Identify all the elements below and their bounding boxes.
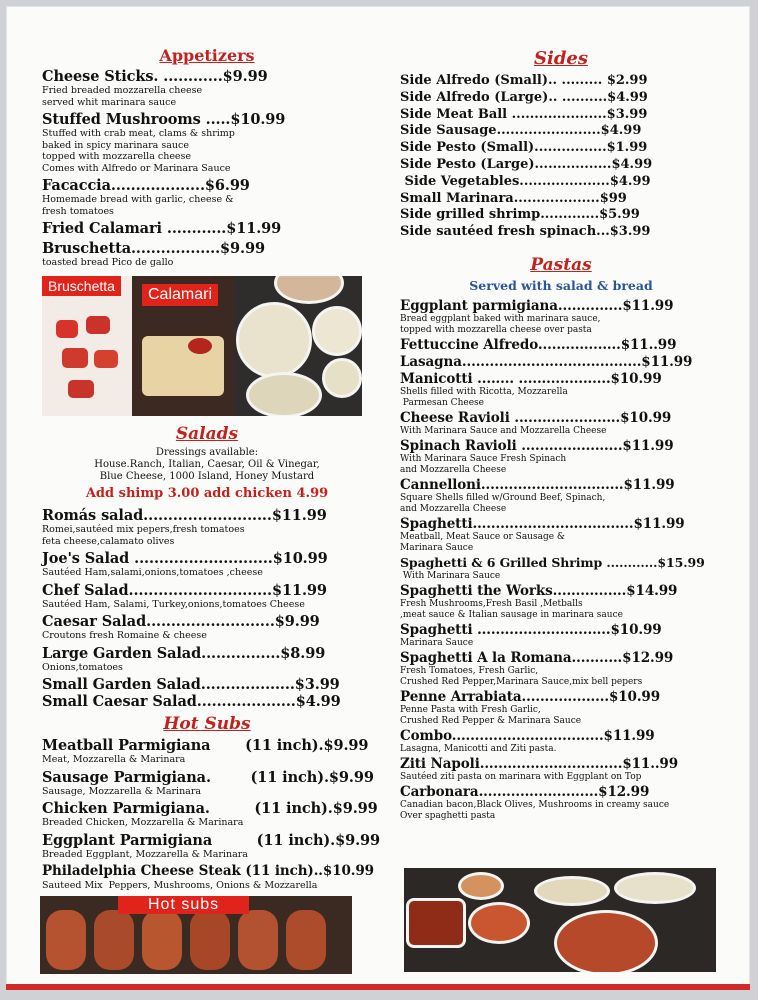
item-desc: With Marinara Sauce Fresh Spinach and Mozzarella Cheese xyxy=(400,453,567,475)
item-name: Combo.................................$11.99 xyxy=(400,727,655,744)
salad-addons: Add shimp 3.00 add chicken 4.99 xyxy=(85,486,329,501)
item-desc: Sautéed Ham,salami,onions,tomatoes ,cheese xyxy=(42,567,263,578)
item-name: Spaghetti & 6 Grilled Shrimp ............$15.99 xyxy=(400,554,705,570)
menu-item xyxy=(400,298,722,336)
right-column xyxy=(400,48,722,823)
menu-item xyxy=(42,676,372,693)
menu-item xyxy=(400,622,722,649)
appetizers-title: Appetizers xyxy=(159,46,255,65)
item-name: Spaghetti .............................$10.99 xyxy=(400,621,662,638)
pastas-subtitle: Served with salad & bread xyxy=(469,277,653,293)
menu-item xyxy=(400,516,722,554)
hot-subs-photo xyxy=(40,896,352,974)
menu-item xyxy=(42,693,372,710)
menu-item xyxy=(42,550,372,579)
item-name: Fettuccine Alfredo..................$11..99 xyxy=(400,336,677,353)
item-name: Caesar Salad..........................$9.99 xyxy=(42,613,320,630)
side-item: Side Vegetables....................$4.99 xyxy=(400,173,651,189)
item-desc: Breaded Chicken, Mozzarella & Marinara xyxy=(42,817,244,828)
item-desc: Romei,sautéed mix pepers,fresh tomatoes feta cheese,calamato olives xyxy=(42,524,245,547)
menu-item xyxy=(42,68,372,108)
side-item: Side sautéed fresh spinach...$3.99 xyxy=(400,224,651,240)
pasta-photo xyxy=(404,868,716,972)
dressings-line: Blue Cheese, 1000 Island, Honey Mustard xyxy=(99,471,315,482)
item-desc: Breaded Eggplant, Mozzarella & Marinara xyxy=(42,848,248,860)
item-desc: Bread eggplant baked with marinara sauce, topped with mozzarella cheese over pasta xyxy=(400,313,601,335)
hot-subs-title: Hot Subs xyxy=(163,714,251,734)
item-name: Cheese Sticks. ............$9.99 xyxy=(42,68,268,85)
menu-item xyxy=(400,410,722,437)
item-desc: Meat, Mozzarella & Marinara xyxy=(42,754,186,765)
menu-item xyxy=(42,111,372,174)
menu-item xyxy=(42,613,372,642)
item-name: Cannelloni...............................$11.99 xyxy=(400,476,675,493)
item-desc: Croutons fresh Romaine & cheese xyxy=(42,630,207,641)
page-bottom-border xyxy=(6,984,750,990)
item-desc: Square Shells filled w/Ground Beef, Spinach, and Mozzarella Cheese xyxy=(400,492,606,514)
item-name: Large Garden Salad................$8.99 xyxy=(42,644,326,662)
salads-title: Salads xyxy=(175,424,239,444)
item-name: Carbonara..........................$12.99 xyxy=(400,783,650,800)
item-name: Penne Arrabiata...................$10.99 xyxy=(400,688,661,705)
item-name: Lasagna.......................................$11.99 xyxy=(400,353,693,370)
item-desc: Fried breaded mozzarella cheese served whit marinara sauce xyxy=(42,85,203,108)
menu-item xyxy=(42,769,372,798)
menu-item xyxy=(42,177,372,217)
item-desc: Sauteed Mix Peppers, Mushrooms, Onions & Mozzarella xyxy=(42,880,318,891)
side-item: Side Pesto (Large).................$4.99 xyxy=(400,156,653,172)
item-name: Philadelphia Cheese Steak (11 inch)..$10.99 xyxy=(42,863,374,879)
pasta-list xyxy=(400,298,722,822)
item-name: Fried Calamari ............$11.99 xyxy=(42,220,282,237)
item-desc: Sautéed Ham, Salami, Turkey,onions,tomatoes Cheese xyxy=(42,598,305,610)
item-name: Bruschetta..................$9.99 xyxy=(42,240,265,257)
menu-item xyxy=(42,582,372,611)
item-name: Spaghetti A la Romana...........$12.99 xyxy=(400,649,674,666)
menu-item xyxy=(400,583,722,621)
pastas-title: Pastas xyxy=(530,254,592,275)
item-name: Spaghetti the Works................$14.99 xyxy=(400,582,678,599)
appetizers-photo xyxy=(42,276,362,416)
item-name: Eggplant parmigiana..............$11.99 xyxy=(400,297,674,314)
menu-item xyxy=(42,507,372,547)
menu-item xyxy=(400,438,722,476)
item-name: Chef Salad.............................$11.99 xyxy=(42,581,327,599)
dressings-label: Dressings available: xyxy=(155,447,259,458)
menu-item xyxy=(400,555,722,582)
salads-section xyxy=(42,424,380,895)
item-name: Joe's Salad ............................$10.99 xyxy=(42,550,328,567)
side-item: Side Pesto (Small)................$1.99 xyxy=(400,140,648,156)
menu-item xyxy=(400,689,722,727)
item-desc: With Marinara Sauce and Mozzarella Cheese xyxy=(400,425,607,436)
item-name: Facaccia...................$6.99 xyxy=(42,177,250,194)
menu-item xyxy=(42,220,372,237)
item-name: Cheese Ravioli .......................$10.99 xyxy=(400,409,672,426)
item-desc: Shells filled with Ricotta, Mozzarella Parmesan Cheese xyxy=(400,386,568,408)
item-name: Manicotti ........ ....................$10.99 xyxy=(400,370,662,387)
menu-item xyxy=(400,337,722,353)
menu-item xyxy=(400,728,722,755)
menu-item xyxy=(42,800,378,829)
menu-item xyxy=(400,477,722,515)
side-item: Side grilled shrimp.............$5.99 xyxy=(400,207,640,223)
menu-item xyxy=(42,831,380,861)
bruschetta-label: Bruschetta xyxy=(42,276,121,296)
side-item: Small Marinara...................$99 xyxy=(400,190,627,206)
menu-item xyxy=(42,863,372,892)
side-item: Side Alfredo (Small).. ......... $2.99 xyxy=(400,73,648,88)
pasta-dishes-photo xyxy=(234,276,362,416)
hot-subs-label: Hot subs xyxy=(118,896,249,914)
item-desc: Meatball, Meat Sauce or Sausage & Marinara Sauce xyxy=(400,531,565,553)
item-desc: Marinara Sauce xyxy=(400,637,474,648)
item-name: Small Garden Salad...................$3.99 xyxy=(42,676,340,693)
item-desc: Canadian bacon,Black Olives, Mushrooms in creamy sauce Over spaghetti pasta xyxy=(400,799,670,821)
item-name: Small Caesar Salad....................$4.99 xyxy=(42,693,341,710)
item-name: Chicken Parmigiana. (11 inch).$9.99 xyxy=(42,800,378,817)
item-desc: Fresh Mushrooms,Fresh Basil ,Metballs ,meat sauce & Italian sausage in marinara sauce xyxy=(400,598,623,620)
left-column xyxy=(42,46,372,272)
item-name: Ziti Napoli...............................$11..99 xyxy=(400,755,679,772)
calamari-label: Calamari xyxy=(142,284,218,306)
item-desc: toasted bread Pico de gallo xyxy=(42,257,174,268)
item-desc: Sausage, Mozzarella & Marinara xyxy=(42,785,202,797)
item-desc: Homemade bread with garlic, cheese & fresh tomatoes xyxy=(42,194,234,217)
sides-title: Sides xyxy=(533,48,588,69)
dressings-line: House.Ranch, Italian, Caesar, Oil & Vinegar, xyxy=(94,459,320,470)
item-name: Stuffed Mushrooms .....$10.99 xyxy=(42,111,286,128)
item-desc: Onions,tomatoes xyxy=(42,661,123,673)
menu-item xyxy=(400,756,722,783)
item-desc: With Marinara Sauce xyxy=(400,570,501,581)
item-desc: Fresh Tomatoes, Fresh Garlic, Crushed Red Pepper,Marinara Sauce,mix bell pepers xyxy=(400,665,643,687)
menu-page xyxy=(6,6,750,990)
item-name: Meatball Parmigiana (11 inch).$9.99 xyxy=(42,737,369,754)
item-desc: Penne Pasta with Fresh Garlic, Crushed Red Pepper & Marinara Sauce xyxy=(400,704,582,726)
menu-item xyxy=(42,645,372,674)
item-desc: Stuffed with crab meat, clams & shrimp baked in spicy marinara sauce topped with mozzarella cheese Comes with Alfredo or Marinara Sauce xyxy=(42,128,235,174)
menu-item xyxy=(42,737,372,766)
item-desc: Lasagna, Manicotti and Ziti pasta. xyxy=(400,743,557,754)
item-desc: Sautéed ziti pasta on marinara with Eggplant on Top xyxy=(400,771,642,782)
menu-item xyxy=(42,240,372,269)
bruschetta-photo xyxy=(42,276,132,416)
menu-item xyxy=(400,371,722,409)
side-item: Side Sausage.......................$4.99 xyxy=(400,123,642,139)
item-name: Romás salad..........................$11.99 xyxy=(42,507,327,524)
menu-item xyxy=(400,354,722,370)
side-item: Side Meat Ball .....................$3.99 xyxy=(400,106,648,122)
menu-item xyxy=(400,650,722,688)
item-name: Spinach Ravioli ......................$11.99 xyxy=(400,437,674,454)
side-item: Side Alfredo (Large).. ..........$4.99 xyxy=(400,89,648,105)
item-name: Sausage Parmigiana. (11 inch).$9.99 xyxy=(42,768,374,786)
item-name: Spaghetti...................................$11.99 xyxy=(400,515,685,532)
menu-item xyxy=(400,784,722,822)
item-name: Eggplant Parmigiana (11 inch).$9.99 xyxy=(42,831,380,849)
